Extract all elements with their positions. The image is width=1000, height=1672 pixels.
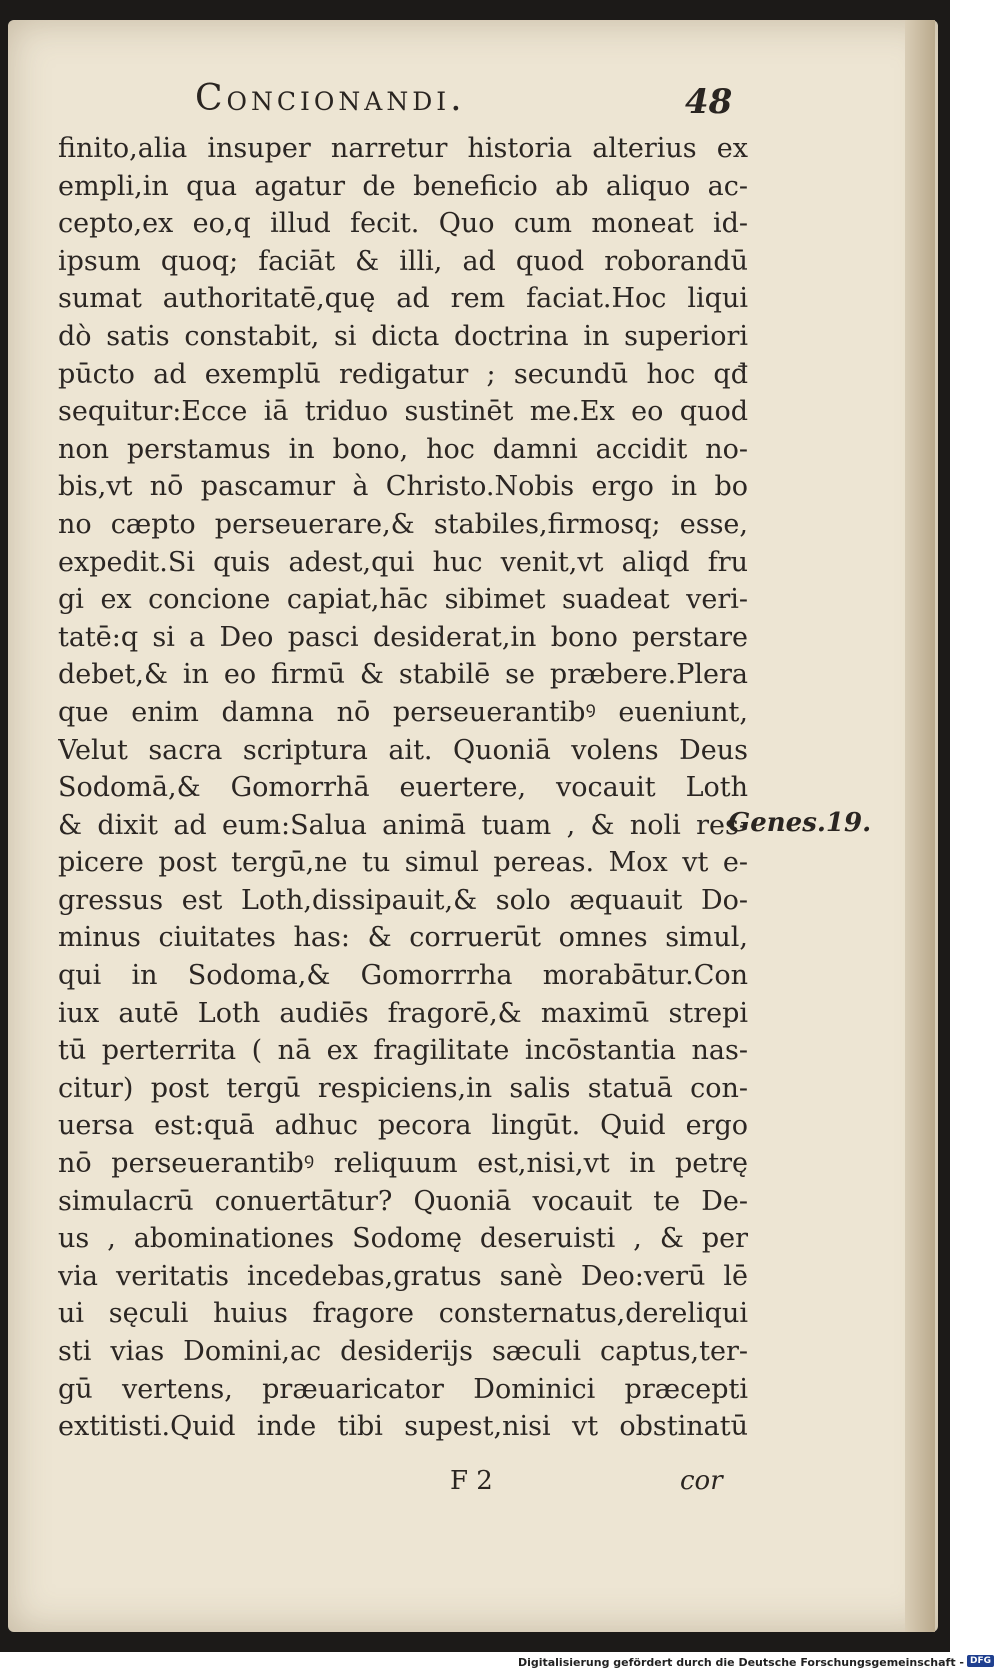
- text-line: simulacrū conuertātur? Quoniā vocauit te De-: [58, 1185, 748, 1217]
- text-line: pūcto ad exemplū redigatur ; secundū hoc qđ: [58, 358, 748, 390]
- signature-mark: F 2: [450, 1466, 493, 1496]
- text-line: via veritatis incedebas,gratus sanè Deo:verū lē: [58, 1260, 748, 1292]
- text-line: Velut sacra scriptura ait. Quoniā volens Deus: [58, 734, 748, 766]
- text-line: sequitur:Ecce iā triduo sustinēt me.Ex eo quod: [58, 396, 748, 428]
- text-line: gressus est Loth,dissipauit,& solo æquauit Do-: [58, 884, 748, 916]
- text-line: picere post tergū,ne tu simul pereas. Mox vt e-: [58, 847, 748, 879]
- text-line: finito,alia insuper narretur historia alterius ex: [58, 133, 748, 164]
- text-line: cepto,ex eo,q illud fecit. Quo cum moneat id-: [58, 208, 748, 240]
- text-line: iux autē Loth audiēs fragorē,& maximū strepi: [58, 997, 748, 1029]
- text-line: ipsum quoq; faciāt & illi, ad quod roborandū: [58, 245, 748, 277]
- text-line: qui in Sodoma,& Gomorrrha morabātur.Con: [58, 960, 748, 992]
- dfg-badge: DFG: [967, 1655, 994, 1667]
- body-text: [58, 130, 748, 1446]
- text-line: uersa est:quā adhuc pecora lingūt. Quid ergo: [58, 1110, 748, 1142]
- text-line: que enim damna nō perseuerantibꝰ eueniunt,: [58, 696, 748, 728]
- page-edge: [905, 20, 935, 1632]
- text-line: no cæpto perseuerare,& stabiles,firmosq; esse,: [58, 508, 748, 540]
- text-line: debet,& in eo firmū & stabilē se præbere.Plera: [58, 659, 748, 691]
- text-line: sti vias Domini,ac desiderijs sæculi captus,ter-: [58, 1336, 748, 1367]
- text-line: citur) post tergū respiciens,in salis statuā con-: [58, 1072, 748, 1104]
- text-line: dò satis constabit, si dicta doctrina in superiori: [58, 320, 748, 352]
- text-line: expedit.Si quis adest,qui huc venit,vt aliqd fru: [58, 546, 748, 578]
- text-line: extitisti.Quid inde tibi supest,nisi vt obstinatū: [58, 1411, 748, 1443]
- text-line: non perstamus in bono, hoc damni accidit no-: [58, 433, 748, 465]
- catchword: cor: [680, 1466, 723, 1496]
- running-title: Concionandi.: [195, 78, 466, 119]
- text-line: gi ex concione capiat,hāc sibimet suadeat veri-: [58, 584, 748, 616]
- text-line: Sodomā,& Gomorrhā euertere, vocauit Loth: [58, 772, 748, 804]
- text-line: gū vertens, præuaricator Dominici præcepti: [58, 1373, 748, 1405]
- text-line: sumat authoritatē,quę ad rem faciat.Hoc liqui: [58, 283, 748, 315]
- folio-number: 48: [685, 82, 733, 122]
- text-line: empli,in qua agatur de beneficio ab aliquo ac-: [58, 170, 748, 202]
- text-line: nō perseuerantibꝰ reliquum est,nisi,vt in petrę: [58, 1148, 748, 1180]
- text-line: & dixit ad eum:Salua animā tuam , & noli res-: [58, 809, 748, 841]
- text-line: minus ciuitates has: & corruerūt omnes simul,: [58, 922, 748, 954]
- text-line: tatē:q si a Deo pasci desiderat,in bono perstare: [58, 621, 748, 653]
- margin-note: Genes.19.: [728, 808, 872, 838]
- text-line: bis,vt nō pascamur à Christo.Nobis ergo in bo: [58, 471, 748, 503]
- text-line: tū perterrita ( nā ex fragilitate incōstantia nas-: [58, 1035, 748, 1067]
- text-line: ui sęculi huius fragore consternatus,dereliqui: [58, 1298, 748, 1330]
- text-line: us , abominationes Sodomę deseruisti , & per: [58, 1223, 748, 1255]
- footer-credit: Digitalisierung gefördert durch die Deutsche Forschungsgemeinschaft -: [517, 1656, 964, 1669]
